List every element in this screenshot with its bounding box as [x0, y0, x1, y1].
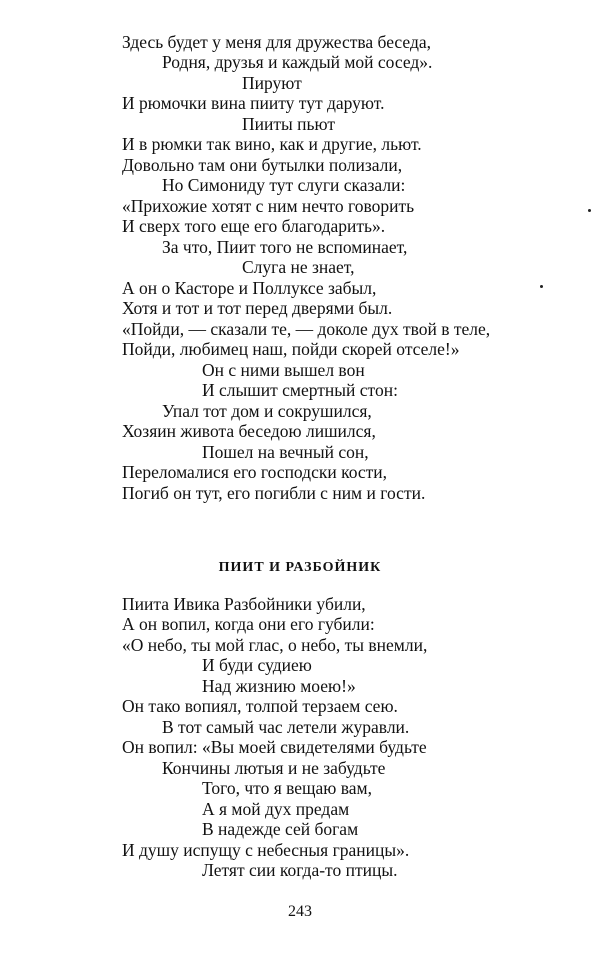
verse-line: В надежде сей богам: [202, 819, 359, 839]
verse-line: Пошел на вечный сон,: [202, 442, 369, 462]
verse-line: Слуга не знает,: [242, 257, 355, 277]
verse-line: Хозяин живота беседою лишился,: [122, 421, 376, 441]
verse-line: Того, что я вещаю вам,: [202, 778, 373, 798]
verse-line: А он вопил, когда они его губили:: [122, 614, 375, 634]
verse-line: Здесь будет у меня для дружества беседа,: [122, 32, 431, 52]
verse-line: И слышит смертный стон:: [202, 380, 398, 400]
print-speck: [588, 209, 591, 212]
verse-line: И сверх того еще его благодарить».: [122, 216, 386, 236]
verse-line: Довольно там они бутылки полизали,: [122, 155, 403, 175]
verse-line: Родня, друзья и каждый мой сосед».: [162, 52, 433, 72]
verse-line: И в рюмки так вино, как и другие, льют.: [122, 134, 422, 154]
verse-line: И рюмочки вина пииту тут даруют.: [122, 93, 385, 113]
verse-line: Хотя и тот и тот перед дверями был.: [122, 298, 393, 318]
verse-line: Пииты пьют: [242, 114, 335, 134]
verse-line: «Прихожие хотят с ним нечто говорить: [122, 196, 415, 216]
verse-line: «Пойди, — сказали те, — доколе дух твой в теле,: [122, 319, 491, 339]
verse-line: Кончины лютыя и не забудьте: [162, 758, 386, 778]
verse-line: А он о Касторе и Поллуксе забыл,: [122, 278, 377, 298]
verse-line: И душу испущу с небесныя границы».: [122, 840, 410, 860]
print-speck: [540, 285, 543, 288]
verse-line: Пойди, любимец наш, пойди скорей отселе!»: [122, 339, 460, 359]
verse-line: Пиита Ивика Разбойники убили,: [122, 594, 366, 614]
verse-line: «О небо, ты мой глас, о небо, ты внемли,: [122, 635, 428, 655]
verse-line: Пируют: [242, 73, 302, 93]
verse-line: Летят сии когда-то птицы.: [202, 860, 398, 880]
verse-line: И буди судиею: [202, 655, 312, 675]
verse-line: За что, Пиит того не вспоминает,: [162, 237, 408, 257]
verse-line: Над жизнию моею!»: [202, 676, 356, 696]
verse-line: Он тако вопиял, толпой терзаем сею.: [122, 696, 398, 716]
verse-line: Но Симониду тут слуги сказали:: [162, 175, 406, 195]
verse-line: Он вопил: «Вы моей свидетелями будьте: [122, 737, 427, 757]
page-number: 243: [288, 903, 312, 920]
verse-line: А я мой дух предам: [202, 799, 350, 819]
verse-line: В тот самый час летели журавли.: [162, 717, 410, 737]
verse-line: Он с ними вышел вон: [202, 360, 365, 380]
verse-line: Погиб он тут, его погибли с ним и гости.: [122, 483, 426, 503]
poem-title: ПИИТ И РАЗБОЙНИК: [218, 560, 382, 575]
verse-line: Переломалися его господски кости,: [122, 462, 388, 482]
verse-line: Упал тот дом и сокрушился,: [162, 401, 372, 421]
